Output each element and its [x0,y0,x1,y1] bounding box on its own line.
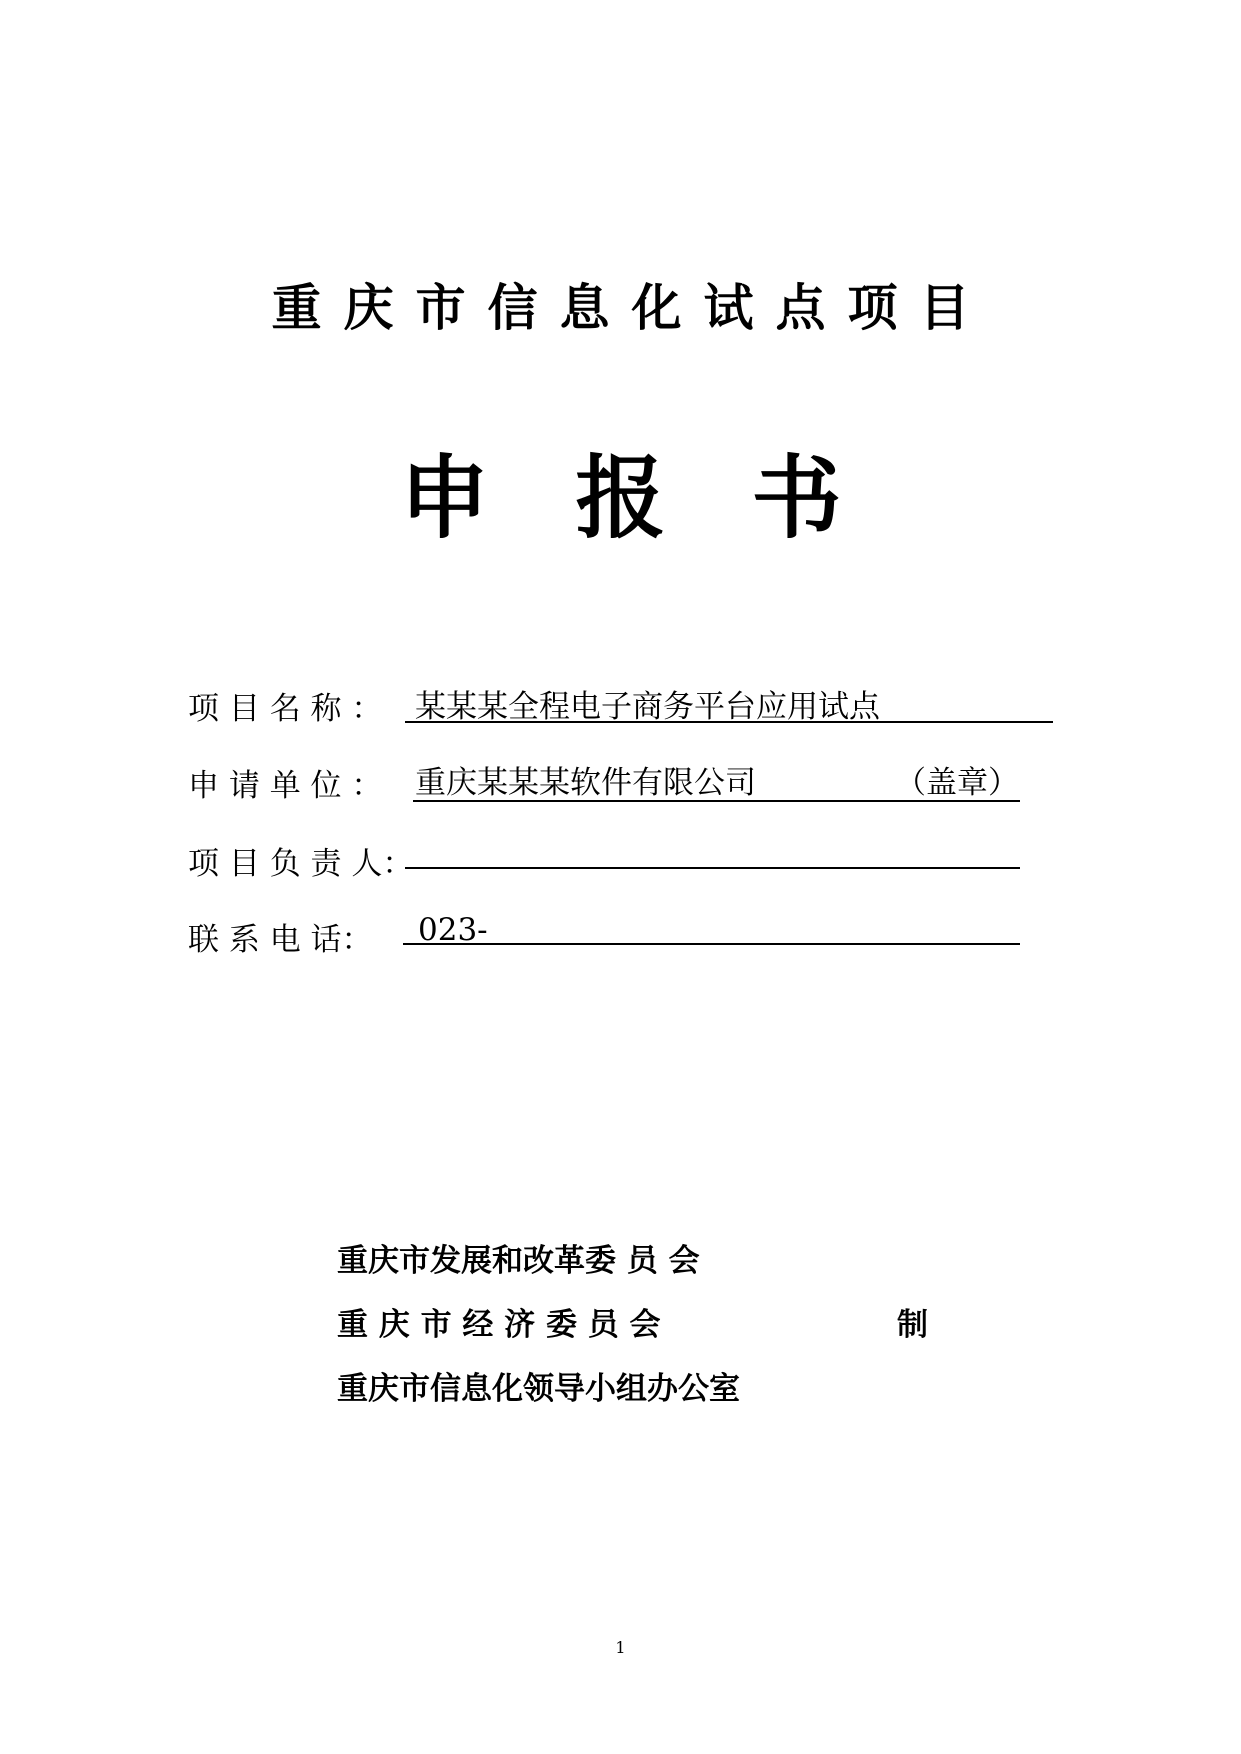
document-title: 重庆市信息化试点项目 [271,279,992,337]
project-lead-underline [405,867,1020,869]
seal-note: （盖章） [895,765,1019,801]
issuer-economic-commission: 重 庆 市 经 济 委 员 会 [337,1307,661,1343]
page-number: 1 [615,1638,626,1657]
applicant-label: 申 请 单 位 ： [188,768,383,804]
applicant-value: 重庆某某某软件有限公司 [415,765,756,801]
phone-label: 联 系 电 话： [188,922,373,958]
phone-value: 023- [418,912,488,948]
project-name-value: 某某某全程电子商务平台应用试点 [415,689,880,725]
project-name-label: 项 目 名 称 ： [188,691,383,727]
project-lead-label: 项 目 负 责 人： [188,846,414,882]
phone-underline [403,943,1020,945]
issuer-development-reform-commission: 重庆市发展和改革委 员 会 [337,1243,700,1279]
issuer-informatization-office: 重庆市信息化领导小组办公室 [337,1371,740,1407]
document-subtitle: 申报书 [399,446,928,551]
issuer-suffix: 制 [897,1307,928,1343]
